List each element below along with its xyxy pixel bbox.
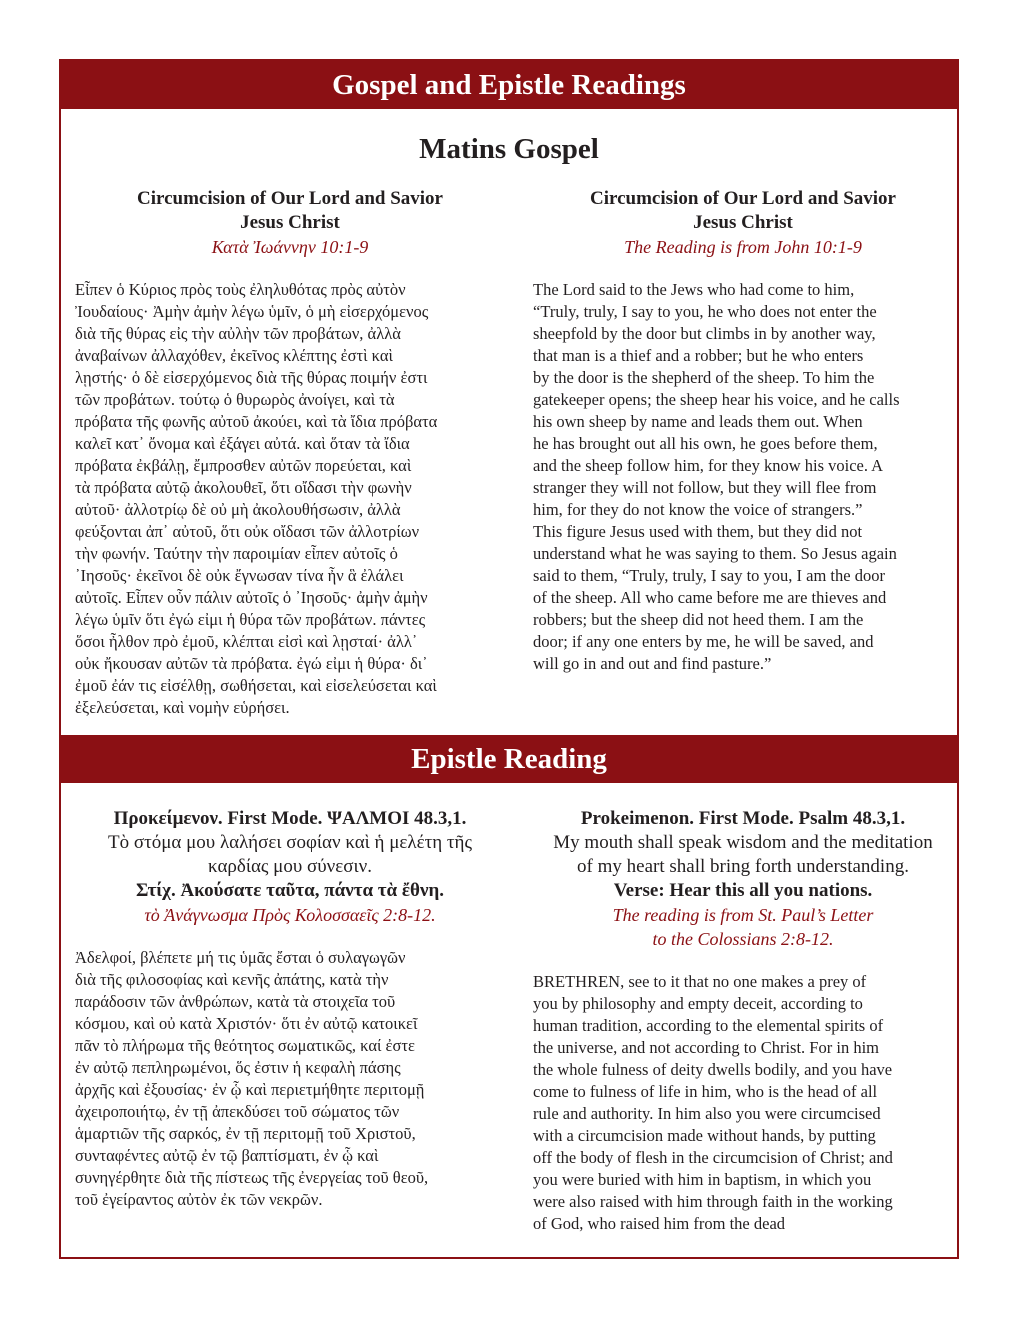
text-line: καλεῖ κατ᾽ ὄνομα καὶ ἐξάγει αὐτά. καὶ ὅταν τὰ ἴδια <box>75 434 410 453</box>
text-line: human tradition, according to the elemental spirits of <box>533 1016 884 1035</box>
matins-gospel-title: Matins Gospel <box>419 133 599 165</box>
gospel-greek-title-line: Jesus Christ <box>240 212 340 233</box>
text-line: πᾶν τὸ πλήρωμα τῆς θεότητος σωματικῶς, καί ἐστε <box>75 1036 415 1055</box>
text-line: φεύξονται ἀπ᾽ αὐτοῦ, ὅτι οὐκ οἴδασι τῶν ἀλλοτρίων <box>75 522 420 541</box>
text-line: πρόβατα ἐκβάλῃ, ἔμπροσθεν αὐτῶν πορεύεται, καὶ <box>75 456 412 475</box>
gospel-epistle-banner: Gospel and Epistle Readings <box>61 61 957 109</box>
epistle-greek-text <box>75 947 505 1211</box>
text-line: Ἰουδαίους· Ἀμὴν ἀμὴν λέγω ὑμῖν, ὁ μὴ εἰσερχόμενος <box>75 302 429 321</box>
text-line: come to fulness of life in him, who is the head of all <box>533 1082 878 1101</box>
text-line: off the body of flesh in the circumcision of Christ; and <box>533 1148 893 1167</box>
text-line: διὰ τῆς θύρας εἰς τὴν αὐλὴν τῶν προβάτων, ἀλλὰ <box>75 324 401 343</box>
text-line: will go in and out and find pasture.” <box>533 654 772 673</box>
text-line: understand what he was saying to them. So Jesus again <box>533 544 897 563</box>
gospel-greek-column <box>75 187 505 719</box>
text-line: rule and authority. In him also you were circumcised <box>533 1104 881 1123</box>
text-line: λέγω ὑμῖν ὅτι ἐγώ εἰμι ἡ θύρα τῶν προβάτων. πάντες <box>75 610 426 629</box>
text-line: the whole fulness of deity dwells bodily, and you have <box>533 1060 893 1079</box>
text-line: συνταφέντες αὐτῷ ἐν τῷ βαπτίσματι, ἐν ᾧ καὶ <box>75 1146 379 1165</box>
text-line: “Truly, truly, I say to you, he who does not enter the <box>533 302 877 321</box>
text-line: the universe, and not according to Christ. For in him <box>533 1038 879 1057</box>
gospel-greek-title-line: Circumcision of Our Lord and Savior <box>137 188 443 209</box>
text-line: τὰ πρόβατα αὐτῷ ἀκολουθεῖ, ὅτι οἴδασι τὴν φωνὴν <box>75 478 412 497</box>
epistle-reading-banner: Epistle Reading <box>61 735 957 783</box>
text-line: and the sheep follow him, for they know his voice. A <box>533 456 884 475</box>
text-line: of the sheep. All who came before me are thieves and <box>533 588 887 607</box>
gospel-greek-text <box>75 279 505 719</box>
text-line: that man is a thief and a robber; but he who enters <box>533 346 864 365</box>
text-line: you were buried with him in baptism, in which you <box>533 1170 872 1189</box>
gospel-english-title-line: Circumcision of Our Lord and Savior <box>590 188 896 209</box>
text-line: παράδοσιν τῶν ἀνθρώπων, κατὰ τὰ στοιχεῖα τοῦ <box>75 992 396 1011</box>
text-line: his own sheep by name and leads them out. When <box>533 412 863 431</box>
text-line: gatekeeper opens; the sheep hear his voice, and he calls <box>533 390 900 409</box>
epistle-greek-column <box>75 807 505 1211</box>
text-line: αὐτοῦ· ἀλλοτρίῳ δὲ οὐ μὴ ἀκολουθήσωσιν, ἀλλὰ <box>75 500 401 519</box>
epistle-english-verse-line: My mouth shall speak wisdom and the meditation <box>553 832 933 853</box>
text-line: αὐτοῖς. Εἶπεν οὖν πάλιν αὐτοῖς ὁ ᾽Ιησοῦς· ἀμὴν ἀμὴν <box>75 588 428 607</box>
epistle-english-column <box>533 807 953 1235</box>
text-line: λῃστής· ὁ δὲ εἰσερχόμενος διὰ τῆς θύρας ποιμήν ἐστι <box>75 368 428 387</box>
text-line: sheepfold by the door but climbs in by another way, <box>533 324 876 343</box>
text-line: him, for they do not know the voice of strangers.” <box>533 500 863 519</box>
text-line: ἁμαρτιῶν τῆς σαρκός, ἐν τῇ περιτομῇ τοῦ Χριστοῦ, <box>75 1124 416 1143</box>
text-line: ἐν αὐτῷ πεπληρωμένοι, ὅς ἐστιν ἡ κεφαλὴ πάσης <box>75 1058 401 1077</box>
text-line: robbers; but the sheep did not heed them. I am the <box>533 610 864 629</box>
epistle-english-header <box>533 807 953 951</box>
epistle-english-verse-line: of my heart shall bring forth understanding. <box>577 856 909 877</box>
text-line: of God, who raised him from the dead <box>533 1214 786 1233</box>
epistle-greek-reference: τὸ Ἀνάγνωσμα Πρὸς Κολοσσαεῖς 2:8-12. <box>144 905 436 925</box>
text-line: by the door is the shepherd of the sheep. To him the <box>533 368 875 387</box>
text-line: πρόβατα τῆς φωνῆς αὐτοῦ ἀκούει, καὶ τὰ ἴδια πρόβατα <box>75 412 438 431</box>
text-line: ἀχειροποιήτῳ, ἐν τῇ ἀπεκδύσει τοῦ σώματος τῶν <box>75 1102 400 1121</box>
epistle-english-reference-line: The reading is from St. Paul’s Letter <box>612 905 874 925</box>
epistle-english-stich: Verse: Hear this all you nations. <box>613 880 873 901</box>
gospel-greek-reference: Κατὰ Ἰωάννην 10:1-9 <box>211 237 369 257</box>
text-line: stranger they will not follow, but they will flee from <box>533 478 877 497</box>
epistle-english-text <box>533 971 953 1235</box>
text-line: door; if any one enters by me, he will be saved, and <box>533 632 874 651</box>
text-line: ἀναβαίνων ἀλλαχόθεν, ἐκεῖνος κλέπτης ἐστὶ καὶ <box>75 346 393 365</box>
text-line: ἐξελεύσεται, καὶ νομὴν εὑρήσει. <box>75 698 290 717</box>
text-line: ᾽Ιησοῦς· ἐκεῖνοι δὲ οὐκ ἔγνωσαν τίνα ἦν ἃ ἐλάλει <box>75 566 404 585</box>
gospel-english-reference: The Reading is from John 10:1-9 <box>624 237 862 257</box>
epistle-greek-verse-line: καρδίας μου σύνεσιν. <box>208 856 372 877</box>
text-line: you by philosophy and empty deceit, according to <box>533 994 863 1013</box>
text-line: were also raised with him through faith in the working <box>533 1192 893 1211</box>
text-line: τὴν φωνήν. Ταύτην τὴν παροιμίαν εἶπεν αὐτοῖς ὁ <box>75 544 398 563</box>
text-line: said to them, “Truly, truly, I say to you, I am the door <box>533 566 885 585</box>
gospel-english-title-line: Jesus Christ <box>693 212 793 233</box>
epistle-greek-stich: Στίχ. Ἀκούσατε ταῦτα, πάντα τὰ ἔθνη. <box>136 880 444 901</box>
epistle-greek-prokeimenon: Προκείμενον. First Mode. ΨΑΛΜΟΙ 48.3,1. <box>113 808 467 829</box>
text-line: οὐκ ἤκουσαν αὐτῶν τὰ πρόβατα. ἐγώ εἰμι ἡ θύρα· δι᾽ <box>75 654 428 673</box>
text-line: συνηγέρθητε διὰ τῆς πίστεως τῆς ἐνεργείας τοῦ θεοῦ, <box>75 1168 429 1187</box>
text-line: The Lord said to the Jews who had come to him, <box>533 280 855 299</box>
text-line: Ἀδελφοί, βλέπετε μή τις ὑμᾶς ἔσται ὁ συλαγωγῶν <box>75 948 406 967</box>
text-line: τοῦ ἐγείραντος αὐτὸν ἐκ τῶν νεκρῶν. <box>75 1190 323 1209</box>
epistle-greek-header <box>75 807 505 927</box>
gospel-english-header <box>533 187 953 259</box>
epistle-english-reference-line: to the Colossians 2:8-12. <box>652 929 834 949</box>
epistle-greek-verse-line: Τὸ στόμα μου λαλήσει σοφίαν καὶ ἡ μελέτη τῆς <box>108 832 472 853</box>
text-line: ἀρχῆς καὶ ἐξουσίας· ἐν ᾧ καὶ περιετμήθητε περιτομῇ <box>75 1080 425 1099</box>
text-line: he has brought out all his own, he goes before them, <box>533 434 878 453</box>
text-line: with a circumcision made without hands, by putting <box>533 1126 876 1145</box>
text-line: τῶν προβάτων. τούτῳ ὁ θυρωρὸς ἀνοίγει, καὶ τὰ <box>75 390 395 409</box>
readings-frame <box>59 59 959 1259</box>
text-line: This figure Jesus used with them, but they did not <box>533 522 863 541</box>
text-line: ἐμοῦ ἐάν τις εἰσέλθῃ, σωθήσεται, καὶ εἰσελεύσεται καὶ <box>75 676 437 695</box>
text-line: κόσμου, καὶ οὐ κατὰ Χριστόν· ὅτι ἐν αὐτῷ κατοικεῖ <box>75 1014 418 1033</box>
gospel-english-text <box>533 279 953 675</box>
gospel-english-column <box>533 187 953 675</box>
text-line: BRETHREN, see to it that no one makes a prey of <box>533 972 867 991</box>
text-line: Εἶπεν ὁ Κύριος πρὸς τοὺς ἐληλυθότας πρὸς αὐτὸν <box>75 280 406 299</box>
epistle-english-prokeimenon: Prokeimenon. First Mode. Psalm 48.3,1. <box>580 808 906 829</box>
text-line: διὰ τῆς φιλοσοφίας καὶ κενῆς ἀπάτης, κατὰ τὴν <box>75 970 389 989</box>
gospel-greek-header <box>75 187 505 259</box>
text-line: ὅσοι ἦλθον πρὸ ἐμοῦ, κλέπται εἰσὶ καὶ λῃσταί· ἀλλ᾽ <box>75 632 418 651</box>
